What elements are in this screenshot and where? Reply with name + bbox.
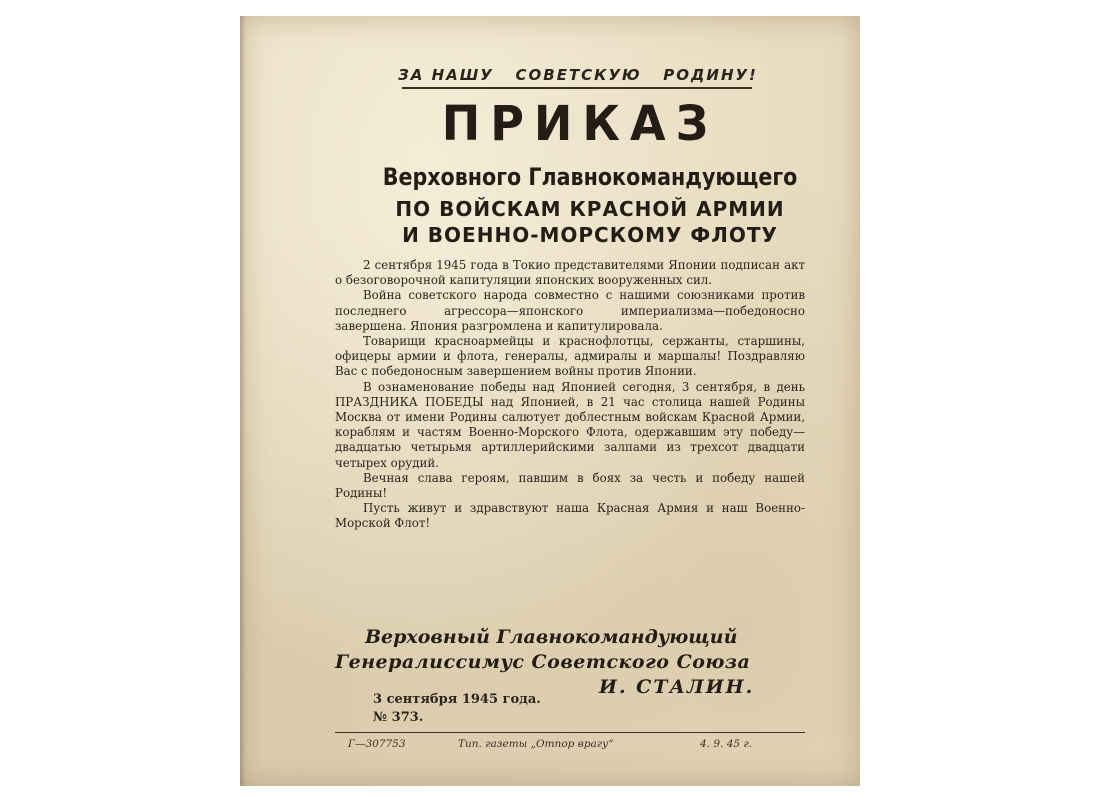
signature-name: И. СТАЛИН. — [599, 676, 755, 698]
document-subtitle-1: Верховного Главнокомандующего — [382, 163, 798, 191]
order-number: № 373. — [373, 710, 424, 725]
paragraph-4: В ознаменование победы над Японией сегодня, 3 сентября, в день ПРАЗДНИКА ПОБЕДЫ над Японией, в 21 час столица нашей Родины Москва от имени Родины салютует доблестным войскам Красной Армии, кораблям и частям Военно-Морского Флота, одержавшим эту победу—двадцатью четырьмя артиллерийскими залпами из трехсот двадцати четырех орудий. — [335, 379, 805, 470]
slogan: ЗА НАШУ СОВЕТСКУЮ РОДИНУ! — [398, 66, 758, 84]
document-subtitle-2: ПО ВОЙСКАМ КРАСНОЙ АРМИИ — [395, 197, 785, 221]
signature-title: Генералиссимус Советского Союза — [335, 651, 751, 673]
paragraph-1: 2 сентября 1945 года в Токио представителями Японии подписан акт о безоговорочной капитуляции японских вооруженных сил. — [335, 258, 805, 288]
order-body — [335, 258, 805, 532]
slogan-underline — [402, 87, 752, 89]
paragraph-5: Вечная слава героям, павшим в боях за честь и победу нашей Родины! — [335, 470, 805, 501]
footer-rule — [335, 732, 805, 733]
document-subtitle-3: И ВОЕННО-МОРСКОМУ ФЛОТУ — [402, 223, 778, 247]
paragraph-2: Война советского народа совместно с нашими союзниками против последнего агрессора—японского империализма—победоносно завершена. Япония разгромлена и капитулировала. — [335, 288, 805, 333]
footer-code: Г—307753 — [348, 738, 406, 750]
document-title: ПРИКАЗ — [441, 94, 719, 152]
signature-rank: Верховный Главнокомандующий — [365, 626, 738, 648]
paper-fold-shadow — [240, 16, 246, 786]
order-date: 3 сентября 1945 года. — [373, 692, 541, 707]
paragraph-6: Пусть живут и здравствуют наша Красная Армия и наш Военно-Морской Флот! — [335, 501, 805, 531]
document-sheet — [240, 16, 860, 786]
footer-printer: Тип. газеты „Отпор врагу“ — [458, 738, 614, 750]
paragraph-3: Товарищи красноармейцы и краснофлотцы, сержанты, старшины, офицеры армии и флота, генералы, адмиралы и маршалы! Поздравляю Вас с победоносным завершением войны против Японии. — [335, 334, 805, 379]
footer-print-date: 4. 9. 45 г. — [700, 738, 753, 750]
